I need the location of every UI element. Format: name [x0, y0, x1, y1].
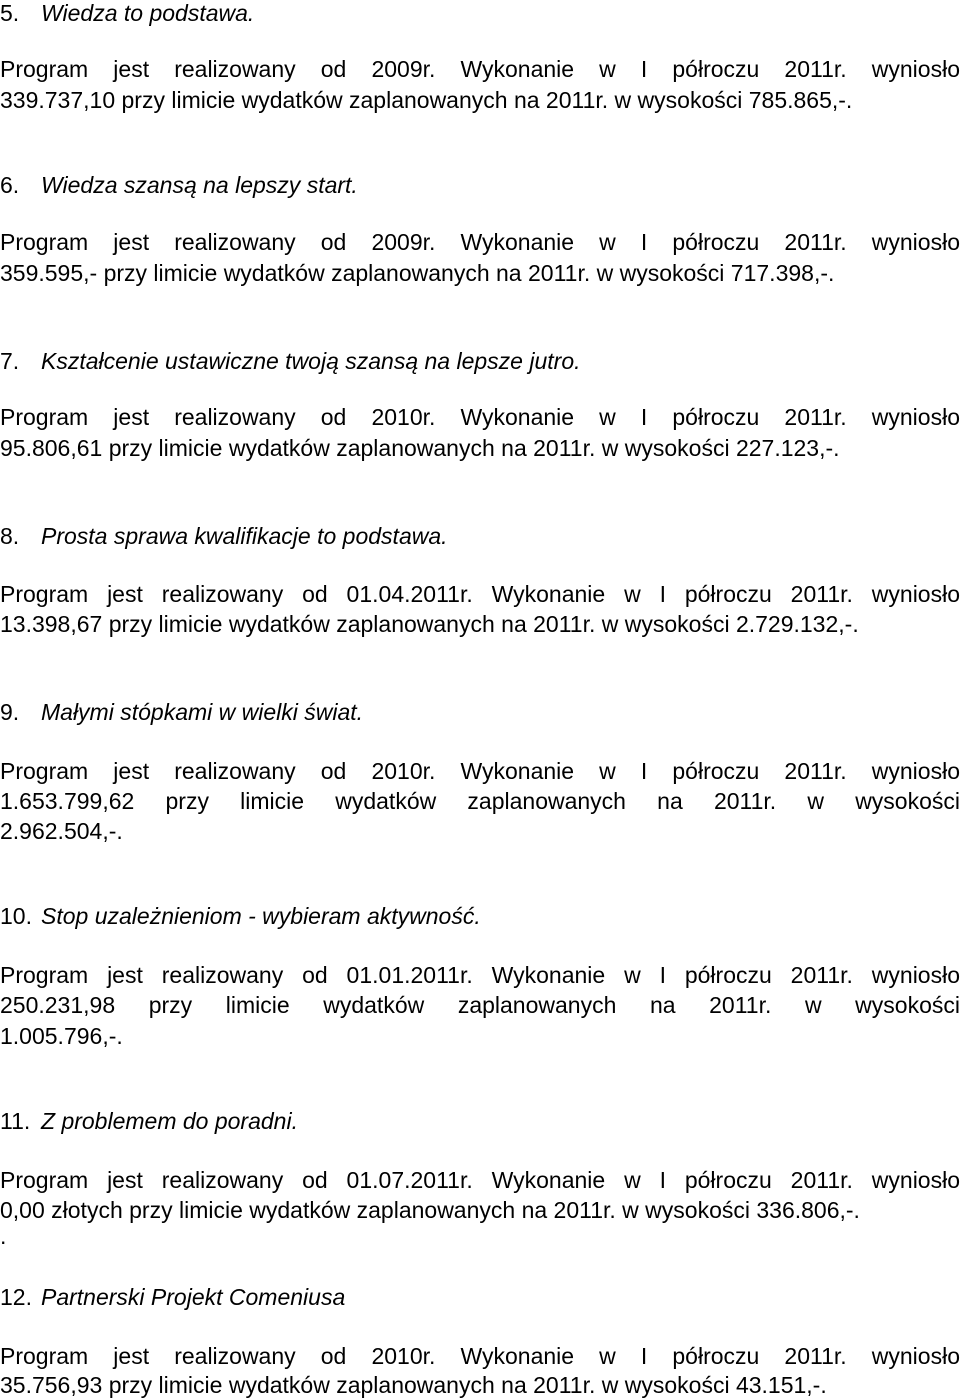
paragraph-line: 1.005.796,-. — [0, 1023, 123, 1049]
paragraph-line: 13.398,67 przy limicie wydatków zaplanowanych na 2011r. w wysokości 2.729.132,-. — [0, 611, 859, 637]
paragraph-line: . — [0, 1223, 7, 1249]
item-heading-7 — [0, 346, 960, 376]
paragraph-line: Program jest realizowany od 2010r. Wykonanie w I półroczu 2011r. wyniosło — [0, 1343, 960, 1369]
item-title: Wiedza szansą na lepszy start. — [41, 172, 358, 198]
item-heading-5 — [0, 0, 960, 28]
paragraph-line: 95.806,61 przy limicie wydatków zaplanowanych na 2011r. w wysokości 227.123,-. — [0, 435, 840, 461]
item-title: Wiedza to podstawa. — [41, 0, 255, 26]
paragraph-line: Program jest realizowany od 2009r. Wykonanie w I półroczu 2011r. wyniosło — [0, 229, 960, 255]
item-number: 9. — [0, 699, 20, 725]
paragraph-line: 1.653.799,62 przy limicie wydatków zaplanowanych na 2011r. w wysokości — [0, 788, 960, 814]
item-title: Kształcenie ustawiczne twoją szansą na lepsze jutro. — [41, 348, 581, 374]
item-number: 8. — [0, 523, 20, 549]
paragraph-line: 339.737,10 przy limicie wydatków zaplanowanych na 2011r. w wysokości 785.865,-. — [0, 87, 853, 113]
paragraph-line: 0,00 złotych przy limicie wydatków zaplanowanych na 2011r. w wysokości 336.806,-. — [0, 1197, 860, 1223]
item-title: Małymi stópkami w wielki świat. — [41, 699, 364, 725]
item-title: Stop uzależnieniom - wybieram aktywność. — [41, 903, 481, 929]
item-heading-9 — [0, 697, 960, 727]
paragraph-line: Program jest realizowany od 2010r. Wykonanie w I półroczu 2011r. wyniosło — [0, 758, 960, 784]
paragraph-line: Program jest realizowany od 2010r. Wykonanie w I półroczu 2011r. wyniosło — [0, 404, 960, 430]
item-number: 5. — [0, 0, 20, 26]
item-heading-11 — [0, 1106, 960, 1136]
item-number: 11. — [0, 1108, 31, 1134]
paragraph-line: Program jest realizowany od 01.01.2011r. Wykonanie w I półroczu 2011r. wyniosło — [0, 962, 960, 988]
item-title: Z problemem do poradni. — [41, 1108, 298, 1134]
paragraph-line: 250.231,98 przy limicie wydatków zaplanowanych na 2011r. w wysokości — [0, 992, 960, 1018]
item-number: 10. — [0, 903, 32, 929]
paragraph-line: Program jest realizowany od 01.04.2011r. Wykonanie w I półroczu 2011r. wyniosło — [0, 581, 960, 607]
paragraph-line: 2.962.504,-. — [0, 818, 123, 844]
item-title: Prosta sprawa kwalifikacje to podstawa. — [41, 523, 448, 549]
paragraph-line: 35.756,93 przy limicie wydatków zaplanowanych na 2011r. w wysokości 43.151,-. — [0, 1372, 827, 1398]
paragraph-line: Program jest realizowany od 2009r. Wykonanie w I półroczu 2011r. wyniosło — [0, 56, 960, 82]
item-heading-10 — [0, 901, 960, 931]
paragraph-line: 359.595,- przy limicie wydatków zaplanowanych na 2011r. w wysokości 717.398,-. — [0, 260, 835, 286]
item-number: 6. — [0, 172, 20, 198]
item-heading-12 — [0, 1282, 960, 1312]
item-number: 12. — [0, 1284, 32, 1310]
paragraph-line: Program jest realizowany od 01.07.2011r. Wykonanie w I półroczu 2011r. wyniosło — [0, 1167, 960, 1193]
item-number: 7. — [0, 348, 20, 374]
item-heading-6 — [0, 170, 960, 200]
item-title: Partnerski Projekt Comeniusa — [41, 1284, 346, 1310]
item-heading-8 — [0, 521, 960, 551]
